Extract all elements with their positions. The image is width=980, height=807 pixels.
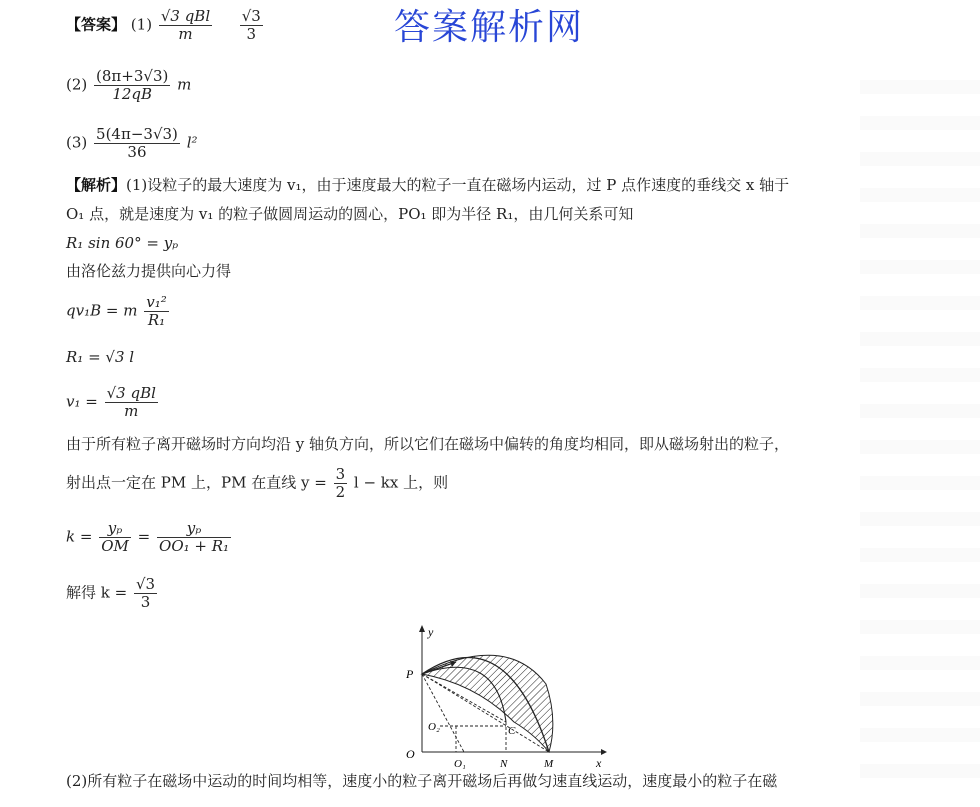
equation-2-denominator: R₁	[147, 311, 166, 329]
analysis-line-5	[66, 466, 448, 501]
equation-5-numerator-1: yₚ	[99, 520, 131, 538]
radius-line-po1	[422, 674, 464, 752]
answer-part-2	[66, 68, 191, 103]
label-y: y	[428, 625, 434, 639]
equation-2-left: qv₁B = m	[66, 301, 138, 320]
label-p: P	[406, 667, 414, 681]
site-watermark: 答案解析网	[394, 7, 585, 48]
magnetic-field-diagram	[396, 622, 608, 770]
equation-6-denominator: 3	[140, 593, 151, 611]
hatched-region	[422, 655, 553, 752]
answer-part-3	[66, 126, 198, 161]
answer-1-value-numerator: √3	[241, 7, 261, 25]
equation-2-fraction	[144, 294, 169, 329]
equation-3: R₁ = √3 l	[66, 348, 135, 366]
analysis-line-2: O₁ 点，就是速度为 v₁ 的粒子做圆周运动的圆心，PO₁ 即为半径 R₁，由几何关系可知	[66, 205, 634, 223]
equation-5-denominator-2: OO₁ + R₁	[159, 537, 230, 555]
label-m: M	[544, 758, 554, 770]
answer-3-tail: l²	[186, 133, 198, 152]
equation-4-numerator: √3 qBl	[106, 384, 156, 402]
label-x: x	[596, 756, 602, 770]
analysis-line-5-end: l − kx 上，则	[353, 473, 449, 492]
equation-6-left: 解得 k =	[66, 583, 128, 602]
label-o1: O₁	[454, 758, 466, 770]
label-o: O	[406, 747, 415, 761]
equation-1: R₁ sin 60° = yₚ	[66, 234, 179, 252]
equation-5-left: k =	[66, 527, 93, 546]
analysis-line-4: 由于所有粒子离开磁场时方向均沿 y 轴负方向，所以它们在磁场中偏转的角度均相同，即从磁场射出的粒子，	[66, 435, 790, 453]
label-n: N	[500, 758, 508, 770]
line-5-fraction	[334, 466, 348, 501]
analysis-line-3: 由洛伦兹力提供向心力得	[66, 262, 232, 280]
answer-2-fraction	[94, 68, 170, 103]
answer-tag: 【答案】	[66, 15, 127, 34]
y-axis-arrow	[419, 625, 425, 632]
equation-5	[66, 520, 233, 555]
equation-4-left: v₁ =	[66, 392, 98, 411]
faded-background-page	[860, 80, 980, 800]
equation-5-fraction-1	[99, 520, 131, 555]
answer-1-denominator: m	[178, 25, 193, 43]
answer-3-denominator: 36	[127, 143, 147, 161]
answer-2-label: (2)	[66, 75, 88, 94]
answer-1-numerator: √3 qBl	[160, 7, 211, 25]
answer-2-numerator: (8π+3√3)	[96, 67, 169, 85]
analysis-tag: 【解析】	[66, 176, 127, 194]
equation-5-numerator-2: yₚ	[157, 520, 231, 538]
answer-2-denominator: 12qB	[112, 85, 153, 103]
analysis-line-1-text: (1)设粒子的最大速度为 v₁，由于速度最大的粒子一直在磁场内运动，过 P 点作速度的垂线交 x 轴于	[126, 176, 790, 194]
answer-3-label: (3)	[66, 133, 88, 152]
answer-1-fraction	[159, 8, 212, 43]
line-5-numerator: 3	[335, 465, 346, 483]
answer-3-fraction	[94, 126, 180, 161]
answer-1-value	[240, 8, 263, 43]
x-axis-arrow	[601, 749, 607, 755]
answer-part-1	[66, 8, 265, 43]
equation-6-numerator: √3	[135, 575, 156, 593]
equation-5-denominator-1: OM	[101, 537, 129, 555]
answer-1-label: (1)	[130, 15, 153, 34]
equation-2	[66, 294, 171, 329]
equation-4-fraction	[105, 385, 158, 420]
equation-6	[66, 576, 159, 611]
equation-5-fraction-2	[157, 520, 231, 555]
analysis-line-5-start: 射出点一定在 PM 上，PM 在直线 y =	[66, 473, 327, 492]
line-5-denominator: 2	[335, 483, 346, 501]
analysis-part-2-line: (2)所有粒子在磁场中运动的时间均相等，速度小的粒子离开磁场后再做匀速直线运动，速度最小的粒子在磁	[66, 772, 778, 790]
equation-4	[66, 385, 160, 420]
answer-2-tail: m	[177, 75, 192, 94]
answer-1-value-denominator: 3	[246, 25, 257, 43]
answer-3-numerator: 5(4π−3√3)	[96, 125, 178, 143]
equation-2-numerator: v₁²	[146, 293, 167, 311]
label-c: C	[508, 725, 516, 737]
equation-6-fraction	[134, 576, 157, 611]
analysis-line-1	[66, 176, 789, 194]
equation-4-denominator: m	[124, 402, 139, 420]
label-o2: O₂	[428, 721, 440, 733]
equation-5-equals: =	[137, 527, 151, 546]
